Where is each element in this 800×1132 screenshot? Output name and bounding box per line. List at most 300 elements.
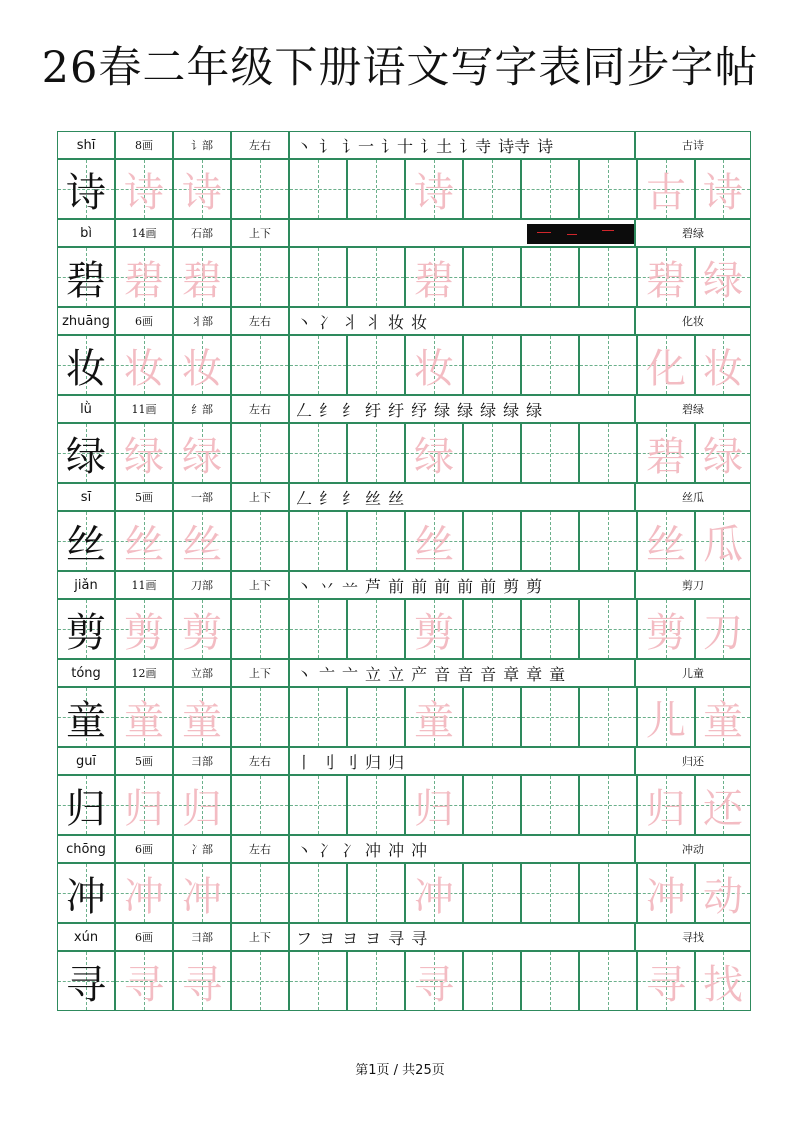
practice-box [637, 159, 695, 219]
practice-box [695, 335, 751, 395]
trace-char: 妆 [414, 345, 454, 392]
trace-char: 妆 [124, 345, 164, 392]
trace-word-char: 妆 [703, 345, 743, 392]
stroke-order-cell [289, 835, 635, 863]
example-word-cell [635, 483, 751, 511]
stroke-count-cell [115, 571, 173, 599]
stroke-step: ヨ [365, 928, 382, 948]
practice-box [173, 951, 231, 1011]
pinyin-cell [57, 395, 115, 423]
info-row [57, 835, 751, 863]
practice-box [463, 951, 521, 1011]
practice-box [115, 599, 173, 659]
stroke-step: 绿 [526, 400, 543, 420]
practice-row [57, 335, 751, 395]
stroke-step: 音 [480, 664, 497, 684]
model-char: 童 [66, 697, 106, 744]
stroke-count-cell [115, 483, 173, 511]
trace-word-char: 冲 [646, 873, 686, 920]
practice-box [579, 863, 637, 923]
practice-box [521, 951, 579, 1011]
stroke-step: 纟 [319, 488, 336, 508]
stroke-count-cell [115, 219, 173, 247]
practice-box [405, 687, 463, 747]
practice-box [231, 951, 289, 1011]
practice-box [173, 159, 231, 219]
trace-char: 冲 [414, 873, 454, 920]
practice-box [231, 511, 289, 571]
stroke-step: 芦 [365, 576, 382, 596]
structure: 左右 [249, 403, 271, 416]
stroke-order-cell [289, 747, 635, 775]
practice-box [695, 511, 751, 571]
practice-box [57, 423, 115, 483]
pinyin: lǜ [80, 401, 92, 417]
practice-row [57, 863, 751, 923]
radical: 彐部 [191, 931, 213, 944]
trace-char: 剪 [182, 609, 222, 656]
trace-char: 碧 [182, 257, 222, 304]
example-word: 丝瓜 [682, 491, 704, 504]
practice-row [57, 599, 751, 659]
practice-box [579, 159, 637, 219]
stroke-step: 纡 [388, 400, 405, 420]
stroke-count: 11画 [131, 579, 157, 592]
practice-box [347, 775, 405, 835]
practice-box [463, 159, 521, 219]
practice-box [347, 159, 405, 219]
trace-word-char: 儿 [646, 697, 686, 744]
practice-box [115, 775, 173, 835]
stroke-step: 冲 [388, 840, 405, 860]
stroke-step: 绿 [480, 400, 497, 420]
pinyin: zhuāng [62, 313, 110, 329]
page-title: 26春二年级下册语文写字表同步字帖 [41, 43, 759, 93]
structure-cell [231, 747, 289, 775]
trace-char: 妆 [182, 345, 222, 392]
radical-cell [173, 747, 231, 775]
stroke-count: 14画 [131, 227, 157, 240]
practice-row [57, 775, 751, 835]
stroke-step: 丶 [296, 664, 313, 684]
practice-box [57, 159, 115, 219]
practice-box [405, 423, 463, 483]
practice-box [57, 599, 115, 659]
stroke-step: 冫 [319, 312, 336, 332]
trace-char: 剪 [414, 609, 454, 656]
practice-box [463, 423, 521, 483]
stroke-step: フ [296, 928, 313, 948]
stroke-count-cell [115, 747, 173, 775]
stroke-order-cell [289, 219, 635, 247]
example-word-cell [635, 219, 751, 247]
trace-word-char: 碧 [646, 433, 686, 480]
practice-row [57, 951, 751, 1011]
trace-char: 丝 [124, 521, 164, 568]
trace-word-char: 还 [703, 785, 743, 832]
example-word: 碧绿 [682, 403, 704, 416]
stroke-step: 刂 [342, 752, 359, 772]
practice-box [231, 599, 289, 659]
stroke-order-cell [289, 131, 635, 159]
practice-box [173, 423, 231, 483]
practice-box [231, 335, 289, 395]
practice-box [463, 599, 521, 659]
stroke-step: ヨ [319, 928, 336, 948]
info-row [57, 747, 751, 775]
structure: 左右 [249, 843, 271, 856]
stroke-step: 讠寺 [459, 136, 492, 156]
practice-box [231, 863, 289, 923]
practice-box [579, 599, 637, 659]
stroke-step: 丝 [388, 488, 405, 508]
practice-box [289, 423, 347, 483]
practice-box [347, 599, 405, 659]
structure-cell [231, 395, 289, 423]
radical-cell [173, 307, 231, 335]
structure-cell [231, 131, 289, 159]
practice-box [173, 687, 231, 747]
stroke-count: 5画 [135, 755, 153, 768]
practice-box [115, 951, 173, 1011]
practice-box [463, 335, 521, 395]
practice-box [57, 247, 115, 307]
pinyin-cell [57, 923, 115, 951]
example-word-cell [635, 747, 751, 775]
radical: 讠部 [191, 139, 213, 152]
pinyin: guī [75, 753, 97, 769]
trace-char: 归 [124, 785, 164, 832]
info-row [57, 571, 751, 599]
practice-box [521, 863, 579, 923]
practice-box [463, 687, 521, 747]
trace-char: 寻 [124, 961, 164, 1008]
stroke-step: 纾 [411, 400, 428, 420]
info-row [57, 659, 751, 687]
practice-box [347, 247, 405, 307]
example-word-cell [635, 395, 751, 423]
radical-cell [173, 923, 231, 951]
practice-box [695, 863, 751, 923]
trace-char: 丝 [182, 521, 222, 568]
trace-word-char: 诗 [703, 169, 743, 216]
practice-box [347, 951, 405, 1011]
practice-box [289, 511, 347, 571]
example-word: 化妆 [682, 315, 704, 328]
info-row [57, 483, 751, 511]
structure-cell [231, 835, 289, 863]
info-row [57, 395, 751, 423]
stroke-step: 归 [388, 752, 405, 772]
practice-box [579, 511, 637, 571]
practice-box [57, 335, 115, 395]
example-word: 冲动 [682, 843, 704, 856]
practice-box [289, 159, 347, 219]
stroke-step: 亠 [342, 664, 359, 684]
structure: 上下 [249, 667, 271, 680]
trace-word-char: 瓜 [703, 521, 743, 568]
model-char: 冲 [66, 873, 106, 920]
structure-cell [231, 923, 289, 951]
stroke-step: 立 [365, 664, 382, 684]
practice-box [289, 863, 347, 923]
practice-box [231, 423, 289, 483]
radical: 冫部 [191, 843, 213, 856]
practice-box [637, 951, 695, 1011]
stroke-step: 丶 [296, 576, 313, 596]
stroke-order-cell [289, 395, 635, 423]
practice-box [521, 423, 579, 483]
pinyin-cell [57, 483, 115, 511]
pinyin: jiǎn [74, 577, 98, 593]
stroke-count: 11画 [131, 403, 157, 416]
practice-row [57, 687, 751, 747]
practice-box [405, 247, 463, 307]
structure: 上下 [249, 931, 271, 944]
practice-box [115, 335, 173, 395]
stroke-step: 剪 [526, 576, 543, 596]
practice-box [695, 423, 751, 483]
trace-char: 冲 [182, 873, 222, 920]
trace-char: 归 [182, 785, 222, 832]
practice-box [115, 687, 173, 747]
stroke-count-cell [115, 659, 173, 687]
trace-word-char: 碧 [646, 257, 686, 304]
stroke-count: 6画 [135, 931, 153, 944]
stroke-count-cell [115, 307, 173, 335]
example-word: 寻找 [682, 931, 704, 944]
trace-char: 归 [414, 785, 454, 832]
radical-cell [173, 131, 231, 159]
practice-box [347, 335, 405, 395]
stroke-order-cell [289, 307, 635, 335]
example-word-cell [635, 307, 751, 335]
practice-box [637, 599, 695, 659]
practice-box [405, 335, 463, 395]
trace-char: 碧 [414, 257, 454, 304]
stroke-count-cell [115, 835, 173, 863]
stroke-step: 纟 [319, 400, 336, 420]
stroke-count-cell [115, 131, 173, 159]
practice-box [231, 775, 289, 835]
stroke-step: 𠃋 [296, 400, 313, 420]
practice-box [695, 159, 751, 219]
trace-word-char: 归 [646, 785, 686, 832]
practice-box [347, 423, 405, 483]
stroke-step: 冲 [411, 840, 428, 860]
example-word-cell [635, 131, 751, 159]
stroke-order-cell [289, 571, 635, 599]
model-char: 碧 [66, 257, 106, 304]
pinyin-cell [57, 571, 115, 599]
trace-char: 童 [124, 697, 164, 744]
practice-box [463, 511, 521, 571]
structure: 左右 [249, 755, 271, 768]
info-row [57, 219, 751, 247]
practice-box [115, 247, 173, 307]
trace-char: 诗 [414, 169, 454, 216]
stroke-step: 妆 [388, 312, 405, 332]
trace-char: 丝 [414, 521, 454, 568]
example-word: 儿童 [682, 667, 704, 680]
practice-box [579, 335, 637, 395]
example-word: 剪刀 [682, 579, 704, 592]
practice-box [463, 863, 521, 923]
practice-box [231, 159, 289, 219]
stroke-step: 寻 [388, 928, 405, 948]
practice-box [521, 159, 579, 219]
stroke-step: 童 [549, 664, 566, 684]
trace-char: 寻 [414, 961, 454, 1008]
redaction-mark [537, 232, 551, 233]
page-footer: 第1页 / 共25页 [355, 1063, 445, 1078]
radical: 彐部 [191, 755, 213, 768]
stroke-step: 音 [457, 664, 474, 684]
stroke-step: 纟 [342, 400, 359, 420]
trace-word-char: 动 [703, 873, 743, 920]
practice-box [173, 599, 231, 659]
example-word-cell [635, 659, 751, 687]
trace-word-char: 化 [646, 345, 686, 392]
practice-box [463, 775, 521, 835]
stroke-step: 诗寺 [498, 136, 531, 156]
stroke-step: 冫 [319, 840, 336, 860]
radical-cell [173, 571, 231, 599]
radical: 丬部 [191, 315, 213, 328]
stroke-step: 章 [503, 664, 520, 684]
pinyin: sī [80, 489, 92, 505]
practice-box [695, 687, 751, 747]
trace-word-char: 丝 [646, 521, 686, 568]
pinyin-cell [57, 307, 115, 335]
stroke-step: 妆 [411, 312, 428, 332]
pinyin-cell [57, 835, 115, 863]
radical-cell [173, 219, 231, 247]
stroke-step: 讠一 [342, 136, 375, 156]
stroke-step: 亠 [319, 664, 336, 684]
practice-box [57, 511, 115, 571]
structure: 左右 [249, 139, 271, 152]
pinyin: shī [76, 137, 96, 153]
practice-box [579, 775, 637, 835]
model-char: 妆 [66, 345, 106, 392]
pinyin-cell [57, 659, 115, 687]
practice-box [521, 511, 579, 571]
trace-word-char: 剪 [646, 609, 686, 656]
practice-box [405, 951, 463, 1011]
stroke-step: 绿 [503, 400, 520, 420]
practice-box [637, 775, 695, 835]
stroke-step: 丬 [342, 312, 359, 332]
practice-box [405, 599, 463, 659]
practice-box [231, 247, 289, 307]
stroke-step: 丝 [365, 488, 382, 508]
stroke-step: 立 [388, 664, 405, 684]
pinyin: tóng [71, 665, 101, 681]
stroke-count: 6画 [135, 315, 153, 328]
stroke-step: 音 [434, 664, 451, 684]
stroke-step: 归 [365, 752, 382, 772]
stroke-step: 冫 [342, 840, 359, 860]
trace-char: 绿 [414, 433, 454, 480]
example-word: 古诗 [682, 139, 704, 152]
practice-box [57, 775, 115, 835]
practice-box [521, 687, 579, 747]
trace-char: 绿 [182, 433, 222, 480]
redaction-mark [602, 230, 614, 231]
stroke-step: 前 [480, 576, 497, 596]
stroke-step: 丶 [296, 840, 313, 860]
pinyin-cell [57, 747, 115, 775]
trace-word-char: 古 [646, 169, 686, 216]
trace-char: 碧 [124, 257, 164, 304]
radical: 刀部 [191, 579, 213, 592]
trace-char: 童 [182, 697, 222, 744]
trace-char: 寻 [182, 961, 222, 1008]
trace-word-char: 童 [703, 697, 743, 744]
radical-cell [173, 483, 231, 511]
model-char: 归 [66, 785, 106, 832]
practice-box [173, 335, 231, 395]
practice-box [289, 951, 347, 1011]
structure: 上下 [249, 579, 271, 592]
practice-box [695, 951, 751, 1011]
stroke-count: 6画 [135, 843, 153, 856]
radical: 立部 [191, 667, 213, 680]
stroke-count: 8画 [135, 139, 153, 152]
stroke-order-cell [289, 923, 635, 951]
practice-box [405, 863, 463, 923]
practice-box [405, 775, 463, 835]
stroke-step: ヨ [342, 928, 359, 948]
practice-box [173, 511, 231, 571]
stroke-count-cell [115, 923, 173, 951]
stroke-step: 剪 [503, 576, 520, 596]
practice-box [579, 423, 637, 483]
practice-box [521, 247, 579, 307]
pinyin-cell [57, 131, 115, 159]
writing-sheet [57, 131, 751, 1008]
structure-cell [231, 659, 289, 687]
structure: 左右 [249, 315, 271, 328]
practice-box [115, 423, 173, 483]
trace-word-char: 找 [703, 961, 743, 1008]
practice-box [173, 775, 231, 835]
radical-cell [173, 835, 231, 863]
practice-row [57, 247, 751, 307]
model-char: 绿 [66, 433, 106, 480]
info-row [57, 307, 751, 335]
trace-char: 童 [414, 697, 454, 744]
trace-char: 冲 [124, 873, 164, 920]
trace-char: 诗 [182, 169, 222, 216]
structure-cell [231, 483, 289, 511]
practice-box [637, 423, 695, 483]
practice-box [173, 247, 231, 307]
stroke-step: 寻 [411, 928, 428, 948]
radical-cell [173, 659, 231, 687]
model-char: 诗 [66, 169, 106, 216]
practice-box [637, 511, 695, 571]
stroke-step: 讠十 [381, 136, 414, 156]
trace-char: 绿 [124, 433, 164, 480]
redaction-bar [527, 224, 635, 244]
stroke-step: 绿 [434, 400, 451, 420]
example-word-cell [635, 571, 751, 599]
model-char: 丝 [66, 521, 106, 568]
practice-box [115, 863, 173, 923]
practice-box [173, 863, 231, 923]
